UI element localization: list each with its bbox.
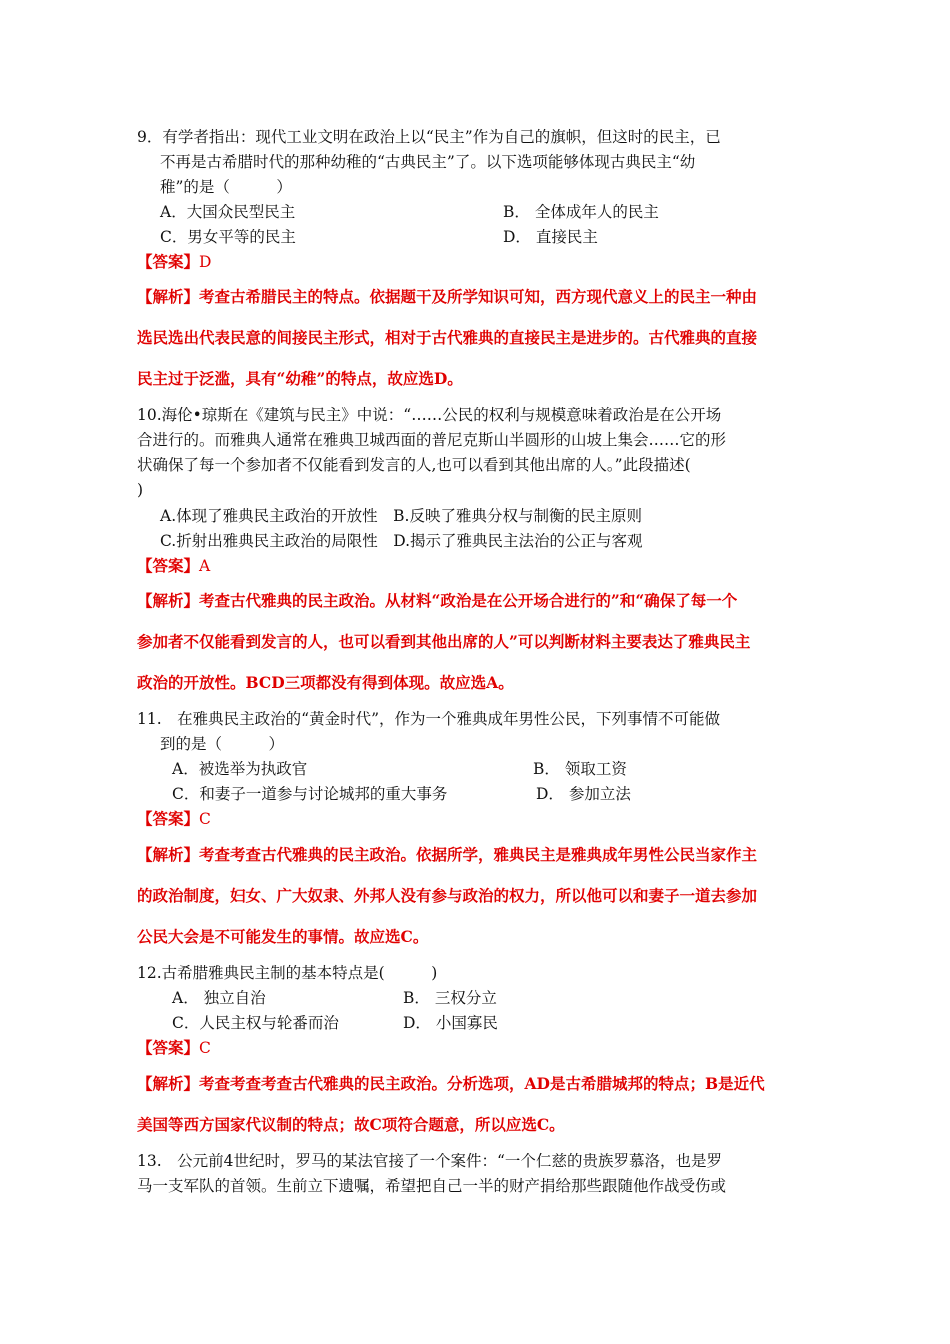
q13-stem-line-1: 13. 公元前4世纪时，罗马的某法官接了一个案件：“一个仁慈的贵族罗慕洛，也是罗: [137, 1152, 722, 1170]
q11-stem-line-2: 到的是（ ）: [160, 735, 285, 753]
q10-stem-line-1: 10.海伦•琼斯在《建筑与民主》中说：“……公民的权利与规模意味着政治是在公开场: [137, 406, 722, 424]
q9-stem-line-1: 9．有学者指出：现代工业文明在政治上以“民主”作为自己的旗帜，但这时的民主，已: [137, 128, 721, 146]
q9-stem-line-2: 不再是古希腊时代的那种幼稚的“古典民主”了。以下选项能够体现古典民主“幼: [160, 153, 696, 171]
q11-option-d: D． 参加立法: [536, 785, 631, 803]
q9-explanation-line-3: 民主过于泛滥，具有“幼稚”的特点，故应选D。: [137, 369, 463, 388]
q13-stem-line-2: 马一支军队的首领。生前立下遗嘱，希望把自己一半的财产捐给那些跟随他作战受伤或: [137, 1177, 727, 1195]
answer-label: 【答案】: [137, 252, 200, 271]
q10-stem-line-4: ): [137, 481, 144, 499]
q9-answer: [137, 251, 211, 273]
q10-explanation-line-1: 【解析】考查古代雅典的民主政治。从材料“政治是在公开场合进行的”和“确保了每一个: [137, 591, 738, 610]
q10-explanation-line-2: 参加者不仅能看到发言的人，也可以看到其他出席的人”可以判断材料主要表达了雅典民主: [137, 632, 751, 651]
q12-explanation-line-2: 美国等西方国家代议制的特点；故C项符合题意，所以应选C。: [137, 1115, 565, 1134]
q11-option-a: A．被选举为执政官: [172, 760, 308, 778]
q10-stem-line-3: 状确保了每一个参加者不仅能看到发言的人,也可以看到其他出席的人。”此段描述(: [137, 456, 691, 474]
q10-options-row-1: A.体现了雅典民主政治的开放性 B.反映了雅典分权与制衡的民主原则: [160, 507, 642, 525]
answer-value: D: [199, 253, 212, 271]
q9-explanation-line-1: 【解析】考查古希腊民主的特点。依据题干及所学知识可知，西方现代意义上的民主一种由: [137, 287, 758, 306]
q11-answer: [137, 808, 211, 830]
q9-option-d: D． 直接民主: [503, 228, 598, 246]
q12-stem: 12.古希腊雅典民主制的基本特点是( ): [137, 964, 438, 982]
q12-option-c: C．人民主权与轮番而治: [172, 1014, 339, 1032]
q12-answer: [137, 1037, 211, 1059]
q10-stem-line-2: 合进行的。而雅典人通常在雅典卫城西面的普尼克斯山半圆形的山坡上集会……它的形: [137, 431, 727, 449]
q11-option-b: B． 领取工资: [533, 760, 627, 778]
q11-stem-line-1: 11. 在雅典民主政治的“黄金时代”，作为一个雅典成年男性公民，下列事情不可能做: [137, 710, 721, 728]
q10-explanation-line-3: 政治的开放性。BCD三项都没有得到体现。故应选A。: [137, 673, 514, 692]
q11-explanation-line-3: 公民大会是不可能发生的事情。故应选C。: [137, 927, 429, 946]
q11-option-c: C．和妻子一道参与讨论城邦的重大事务: [172, 785, 448, 803]
q9-stem-line-3: 稚”的是（ ）: [160, 178, 292, 196]
answer-label: 【答案】: [137, 809, 200, 828]
answer-value: C: [199, 810, 211, 828]
q11-explanation-line-2: 的政治制度，妇女、广大奴隶、外邦人没有参与政治的权力，所以他可以和妻子一道去参加: [137, 886, 758, 905]
q9-option-c: C．男女平等的民主: [160, 228, 296, 246]
q9-explanation-line-2: 选民选出代表民意的间接民主形式，相对于古代雅典的直接民主是进步的。古代雅典的直接: [137, 328, 758, 347]
q10-answer: [137, 555, 210, 577]
q12-option-b: B． 三权分立: [403, 989, 497, 1007]
answer-label: 【答案】: [137, 556, 200, 575]
answer-value: C: [199, 1039, 211, 1057]
q12-option-a: A． 独立自治: [172, 989, 266, 1007]
q12-option-d: D． 小国寡民: [403, 1014, 498, 1032]
q10-options-row-2: C.折射出雅典民主政治的局限性 D.揭示了雅典民主法治的公正与客观: [160, 532, 643, 550]
answer-value: A: [199, 557, 211, 575]
q12-explanation-line-1: 【解析】考查考查考查古代雅典的民主政治。分析选项，AD是古希腊城邦的特点；B是近代: [137, 1074, 765, 1093]
q9-option-a: A．大国众民型民主: [160, 203, 296, 221]
answer-label: 【答案】: [137, 1038, 200, 1057]
q9-option-b: B． 全体成年人的民主: [503, 203, 659, 221]
q11-explanation-line-1: 【解析】考查考查古代雅典的民主政治。依据所学，雅典民主是雅典成年男性公民当家作主: [137, 845, 758, 864]
